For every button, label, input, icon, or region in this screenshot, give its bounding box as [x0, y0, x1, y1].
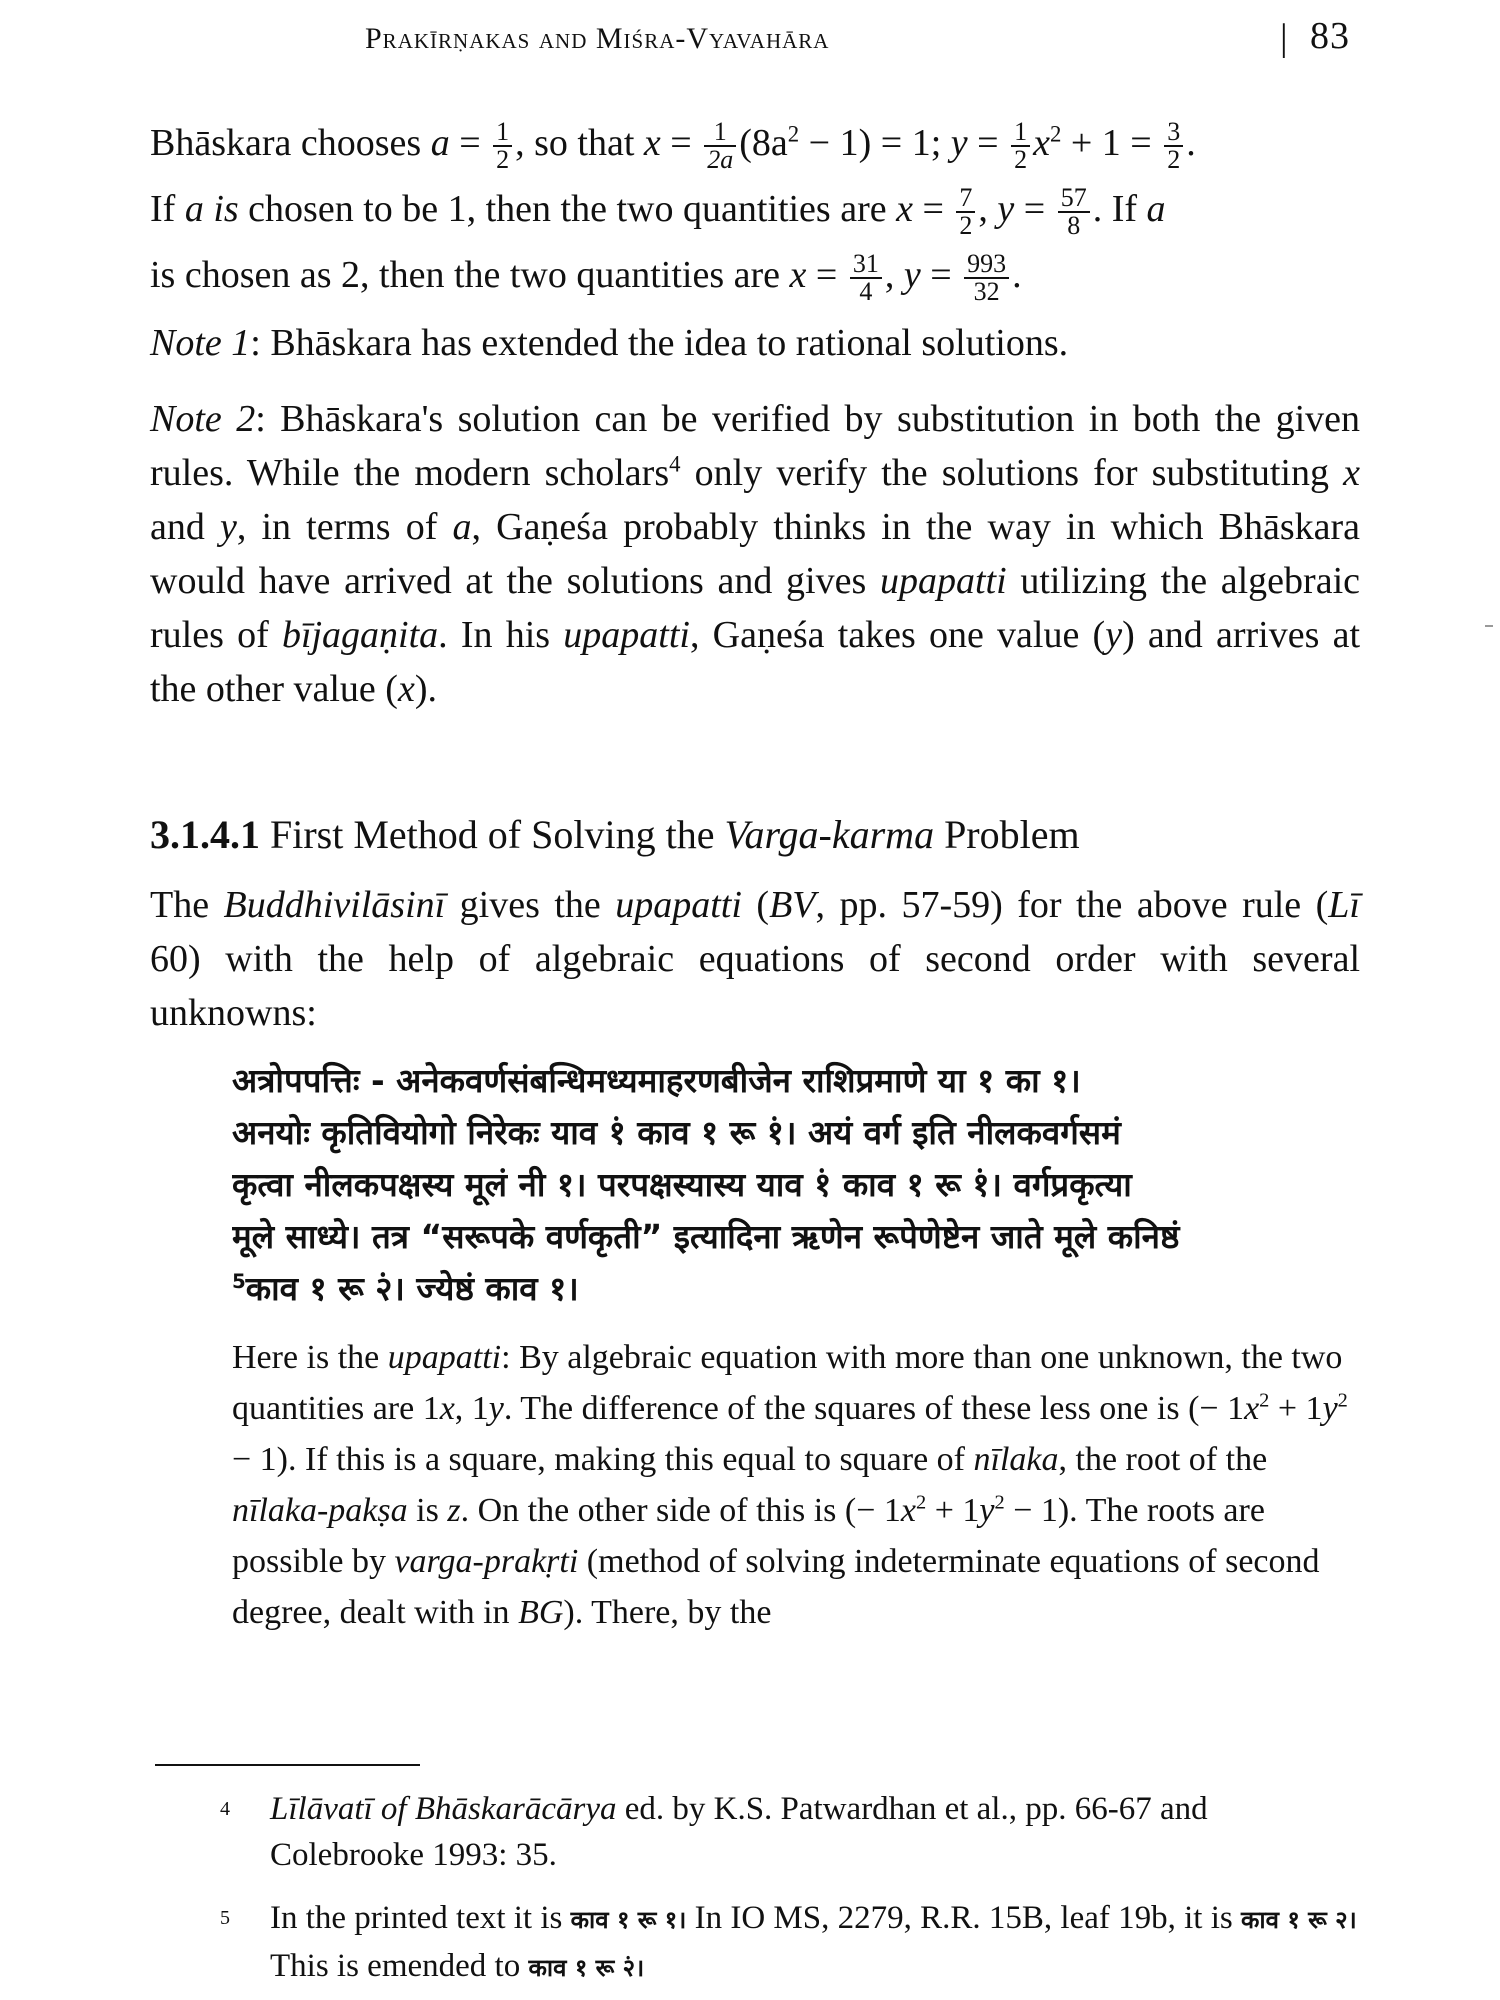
footnote-rule: [155, 1764, 420, 1766]
note-2: Note 2: Bhāskara's solution can be verified by substitution in both the given rules. While the modern scholars$^4$ only verify the solutions for substituting x and y, in terms of a, Gaṇeśa probably thinks in the way in which Bhāskara would have arrived at the solutions and gives upapatti utilizing the algebraic rules of bījagaṇita. In his upapatti, Gaṇeśa takes one value (y) and arrives at the other value (x).: [150, 398, 1361, 710]
fraction-three-halves: $\frac{3}{2}$: [1164, 119, 1183, 173]
footnote-4-text: Līlāvatī of Bhāskarācārya ed. by K.S. Patwardhan et al., pp. 66-67 and Colebrooke 1993: 35.: [270, 1791, 1208, 1873]
header-separator: |: [1280, 17, 1289, 59]
paragraph-upapatti: Here is the upapatti: By algebraic equation with more than one unknown, the two quantities are 1x, 1y. The difference of the squares of these less one is (− $1x^2 + 1y^2 - 1$). If this is a square, making this equal to square of nīlaka, the root of the nīlaka-pakṣa is z. On the other side of this is (− $1x^2 + 1y^2 - 1$). The roots are possible by varga-prakṛti (method of solving indeterminate equations of second degree, dealt with in BG). There, by the: [232, 1339, 1348, 1631]
fraction-seven-halves: $\frac{7}{2}$: [956, 185, 975, 239]
sanskrit-line-2: अनयोः कृतिवियोगो निरेकः याव १̇ काव १ रू १̇। अयं वर्ग इति नीलकवर्गसमं: [232, 1113, 1121, 1152]
intro-paragraph: [150, 110, 1360, 308]
section-heading: 3.1.4.1 First Method of Solving the Varga-karma Problem: [150, 812, 1080, 857]
fraction-57-over-8: $\frac{57}{8}$: [1058, 185, 1090, 239]
fraction-one-over-2a: $\frac{1}{2a}$: [704, 119, 736, 173]
footnote-5-text: In the printed text it is काव १ रू १। In IO MS, 2279, R.R. 15B, leaf 19b, it is काव १ रू २। This is emended to काव १ रू २̇।: [270, 1900, 1357, 1984]
intro-line-1: Bhāskara chooses a = $\frac{1}{2}$ , so that x = $\frac{1}{2a}$ $(8a^2 - 1) = 1$; y = $\frac{1}{2}$ $x^2 + 1$ = $\frac{3}{2}$ .: [150, 117, 1196, 175]
footnote-5: [150, 1895, 1360, 1991]
fraction-one-half: $\frac{1}{2}$: [493, 119, 512, 173]
footnote-4-marker: 4: [220, 1798, 230, 1820]
running-title: Prakīrṇakas and Miśra-Vyavahāra: [365, 22, 830, 55]
margin-mark: [1485, 625, 1493, 627]
sanskrit-line-4: मूले साध्ये। तत्र “सरूपके वर्णकृती” इत्यादिना ऋणेन रूपेणेष्टेन जाते मूले कनिष्ठं: [232, 1217, 1180, 1256]
sanskrit-line-3: कृत्वा नीलकपक्षस्य मूलं नी १। परपक्षस्यास्य याव १̇ काव १ रू १̇। वर्गप्रकृत्या: [232, 1165, 1132, 1204]
page-number: 83: [1310, 15, 1350, 57]
running-header: [150, 14, 1360, 74]
sanskrit-line-1: अत्रोपपत्तिः - अनेकवर्णसंबन्धिमध्यमाहरणबीजेन राशिप्रमाणे या १ का १।: [232, 1061, 1081, 1100]
footnote-4: [150, 1786, 1360, 1882]
intro-line-3: is chosen as 2, then the two quantities are x = $\frac{31}{4}$ , y = $\frac{993}{32}$ .: [150, 249, 1022, 307]
note-1: Note 1: Bhāskara has extended the idea to rational solutions.: [150, 322, 1069, 364]
fraction-one-half-2: $\frac{1}{2}$: [1011, 119, 1030, 173]
footnote-5-marker: 5: [220, 1907, 230, 1929]
paragraph-buddhivilasini: The Buddhivilāsinī gives the upapatti (BV, pp. 57-59) for the above rule (Lī 60) with the help of algebraic equations of second order with several unknowns:: [150, 884, 1360, 1034]
fraction-993-over-32: $\frac{993}{32}$: [964, 251, 1009, 305]
sanskrit-quotation: [232, 1055, 1360, 1315]
fraction-31-over-4: $\frac{31}{4}$: [850, 251, 882, 305]
intro-line-2: If a is chosen to be 1, then the two quantities are x = $\frac{7}{2}$ , y = $\frac{57}{8}$ . If a: [150, 183, 1166, 241]
sanskrit-line-5: $^5$काव १ रू २̇। ज्येष्ठं काव १।: [232, 1269, 579, 1308]
